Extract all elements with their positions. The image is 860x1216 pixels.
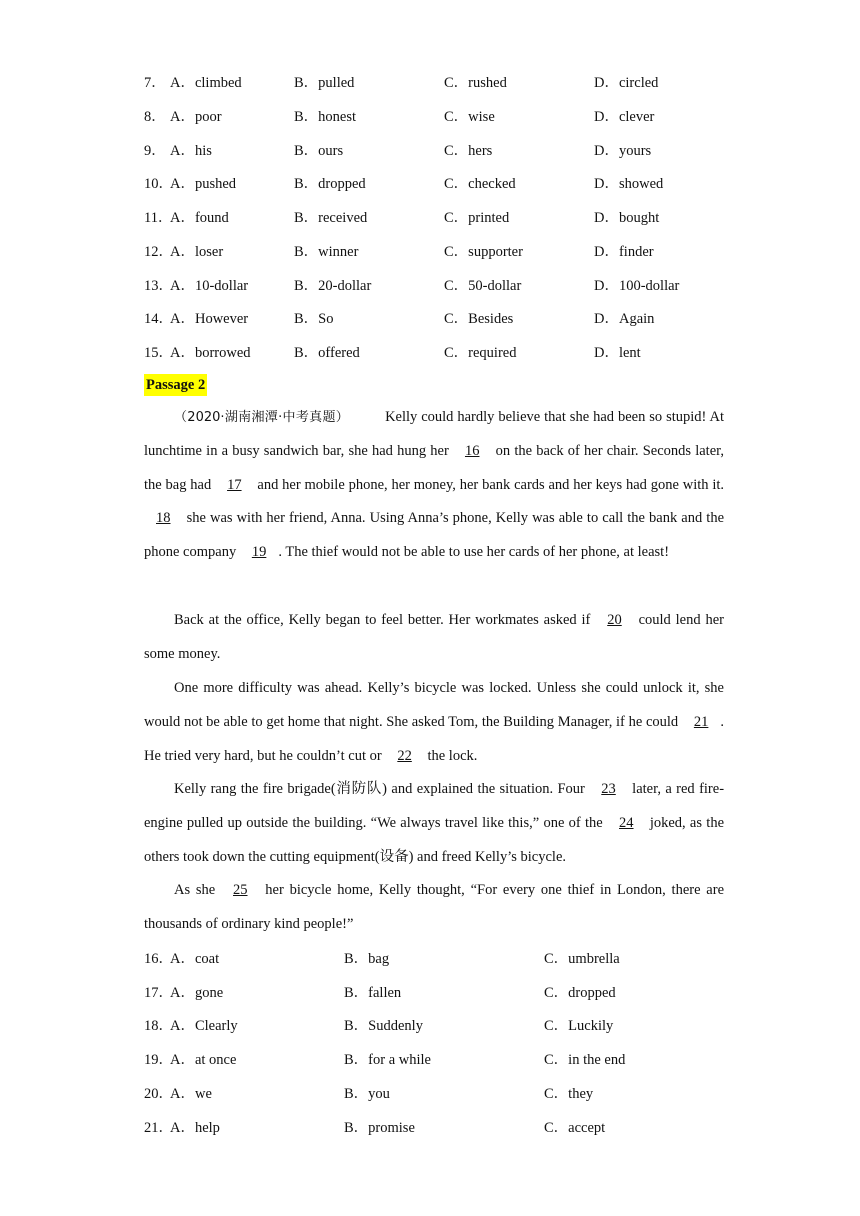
option-c: C．required xyxy=(444,345,517,361)
blank-16: 16 xyxy=(464,442,480,459)
paragraph-text: . He tried very hard, but he couldn’t cut or xyxy=(144,713,724,764)
question-number: 20． xyxy=(144,1086,173,1102)
option-d: D．yours xyxy=(594,143,652,159)
option-a: A．However xyxy=(170,311,249,327)
paragraph-text: on the back of her chair. Seconds later, the bag had xyxy=(144,442,725,493)
blank-24: 24 xyxy=(619,814,634,831)
question-number: 8． xyxy=(144,109,166,125)
paragraph-text: the lock. xyxy=(427,747,478,764)
question-number: 10． xyxy=(144,176,173,192)
option-b: B．for a while xyxy=(344,1052,431,1068)
option-a: A．10-dollar xyxy=(170,278,249,294)
option-d: D．bought xyxy=(594,210,660,226)
paragraph-text: her bicycle home, Kelly thought, “For every one thief in London, there are thousands of ordinary kind people!” xyxy=(144,882,724,932)
option-c: C．Besides xyxy=(444,311,514,327)
option-a: A．pushed xyxy=(170,176,237,192)
option-a: A．borrowed xyxy=(170,345,251,361)
question-number: 19． xyxy=(144,1052,173,1068)
blank-21: 21 xyxy=(693,713,709,730)
passage-paragraph-2 xyxy=(144,604,724,672)
option-c: C．in the end xyxy=(544,1052,626,1068)
option-c: C．printed xyxy=(444,210,510,226)
passage-paragraph-4 xyxy=(144,773,724,874)
option-b: B．winner xyxy=(294,244,359,260)
option-d: D．100-dollar xyxy=(594,278,680,294)
option-a: A．climbed xyxy=(170,75,242,91)
option-a: A．found xyxy=(170,210,229,226)
option-b: B．promise xyxy=(344,1120,415,1136)
passage-title: Passage 2 xyxy=(144,374,207,396)
question-number: 15． xyxy=(144,345,173,361)
question-number: 21． xyxy=(144,1120,173,1136)
question-number: 9． xyxy=(144,143,166,159)
option-a: A．Clearly xyxy=(170,1018,238,1034)
option-b: B．ours xyxy=(294,143,344,159)
passage-paragraph-3 xyxy=(144,672,724,773)
option-b: B．fallen xyxy=(344,985,402,1001)
blank-20: 20 xyxy=(607,612,622,628)
option-c: C．50-dollar xyxy=(444,278,522,294)
option-d: D．clever xyxy=(594,109,655,125)
blank-18: 18 xyxy=(156,510,171,527)
passage-paragraph-1 xyxy=(144,401,724,570)
blank-22: 22 xyxy=(397,747,412,764)
paragraph-text: joked, as the others took down the cutting equipment(设备) and freed Kelly’s bicycle. xyxy=(144,814,725,865)
option-a: A．gone xyxy=(170,985,224,1001)
paragraph-text: As she xyxy=(174,882,216,898)
option-a: A．at once xyxy=(170,1052,237,1068)
option-a: A．we xyxy=(170,1086,212,1102)
question-number: 17． xyxy=(144,985,173,1001)
option-d: D．finder xyxy=(594,244,654,260)
option-b: B．honest xyxy=(294,109,357,125)
option-a: A．coat xyxy=(170,951,220,967)
source-note: （2020·湖南湘潭·中考真题） xyxy=(174,410,350,425)
question-number: 11． xyxy=(144,210,173,226)
option-b: B．received xyxy=(294,210,368,226)
question-number: 16． xyxy=(144,951,173,967)
option-c: C．wise xyxy=(444,109,495,125)
option-b: B．offered xyxy=(294,345,360,361)
option-c: C．dropped xyxy=(544,985,616,1001)
option-c: C．Luckily xyxy=(544,1018,614,1034)
question-number: 14． xyxy=(144,311,173,327)
option-b: B．bag xyxy=(344,951,390,967)
option-c: C．supporter xyxy=(444,244,523,260)
paragraph-text: One more difficulty was ahead. Kelly’s bicycle was locked. Unless she could unlock it, she would not be able to get home that night. She asked Tom, the Building Manager, if he could xyxy=(144,680,724,730)
option-a: A．his xyxy=(170,143,212,159)
option-b: B．pulled xyxy=(294,75,355,91)
option-b: B．20-dollar xyxy=(294,278,372,294)
paragraph-text: . The thief would not be able to use her cards of her phone, at least! xyxy=(278,544,670,561)
question-number: 18． xyxy=(144,1018,173,1034)
option-c: C．hers xyxy=(444,143,493,159)
option-c: C．they xyxy=(544,1086,594,1102)
option-a: A．loser xyxy=(170,244,224,260)
option-c: C．rushed xyxy=(444,75,507,91)
option-d: D．lent xyxy=(594,345,641,361)
option-b: B．dropped xyxy=(294,176,366,192)
option-c: C．checked xyxy=(444,176,516,192)
option-a: A．help xyxy=(170,1120,220,1136)
blank-17: 17 xyxy=(227,476,242,493)
option-b: B．you xyxy=(344,1086,390,1102)
option-b: B．Suddenly xyxy=(344,1018,423,1034)
question-number: 12． xyxy=(144,244,173,260)
paragraph-text: could lend her some money. xyxy=(144,612,724,662)
option-c: C．accept xyxy=(544,1120,606,1136)
paragraph-text: she was with her friend, Anna. Using Anna’s phone, Kelly was able to call the bank and the phone company xyxy=(144,510,725,561)
paragraph-text: later, a red fire-engine pulled up outside the building. “We always travel like this,” one of the xyxy=(144,781,725,831)
question-number: 13． xyxy=(144,278,173,294)
question-number: 7． xyxy=(144,75,166,91)
option-d: D．circled xyxy=(594,75,659,91)
blank-23: 23 xyxy=(601,781,616,797)
blank-19: 19 xyxy=(251,544,267,561)
option-a: A．poor xyxy=(170,109,222,125)
paragraph-text: Kelly rang the fire brigade(消防队) and explained the situation. Four xyxy=(174,781,585,797)
option-c: C．umbrella xyxy=(544,951,620,967)
paragraph-text: and her mobile phone, her money, her bank cards and her keys had gone with it. xyxy=(257,476,725,493)
option-d: D．showed xyxy=(594,176,664,192)
blank-25: 25 xyxy=(233,882,248,898)
option-d: D．Again xyxy=(594,311,655,327)
paragraph-text: Kelly could hardly believe that she had been so stupid! At lunchtime in a busy sandwich bar, she had hung her xyxy=(144,409,724,459)
passage-paragraph-5 xyxy=(144,874,724,942)
paragraph-text: Back at the office, Kelly began to feel better. Her workmates asked if xyxy=(174,612,591,628)
option-b: B．So xyxy=(294,311,334,327)
